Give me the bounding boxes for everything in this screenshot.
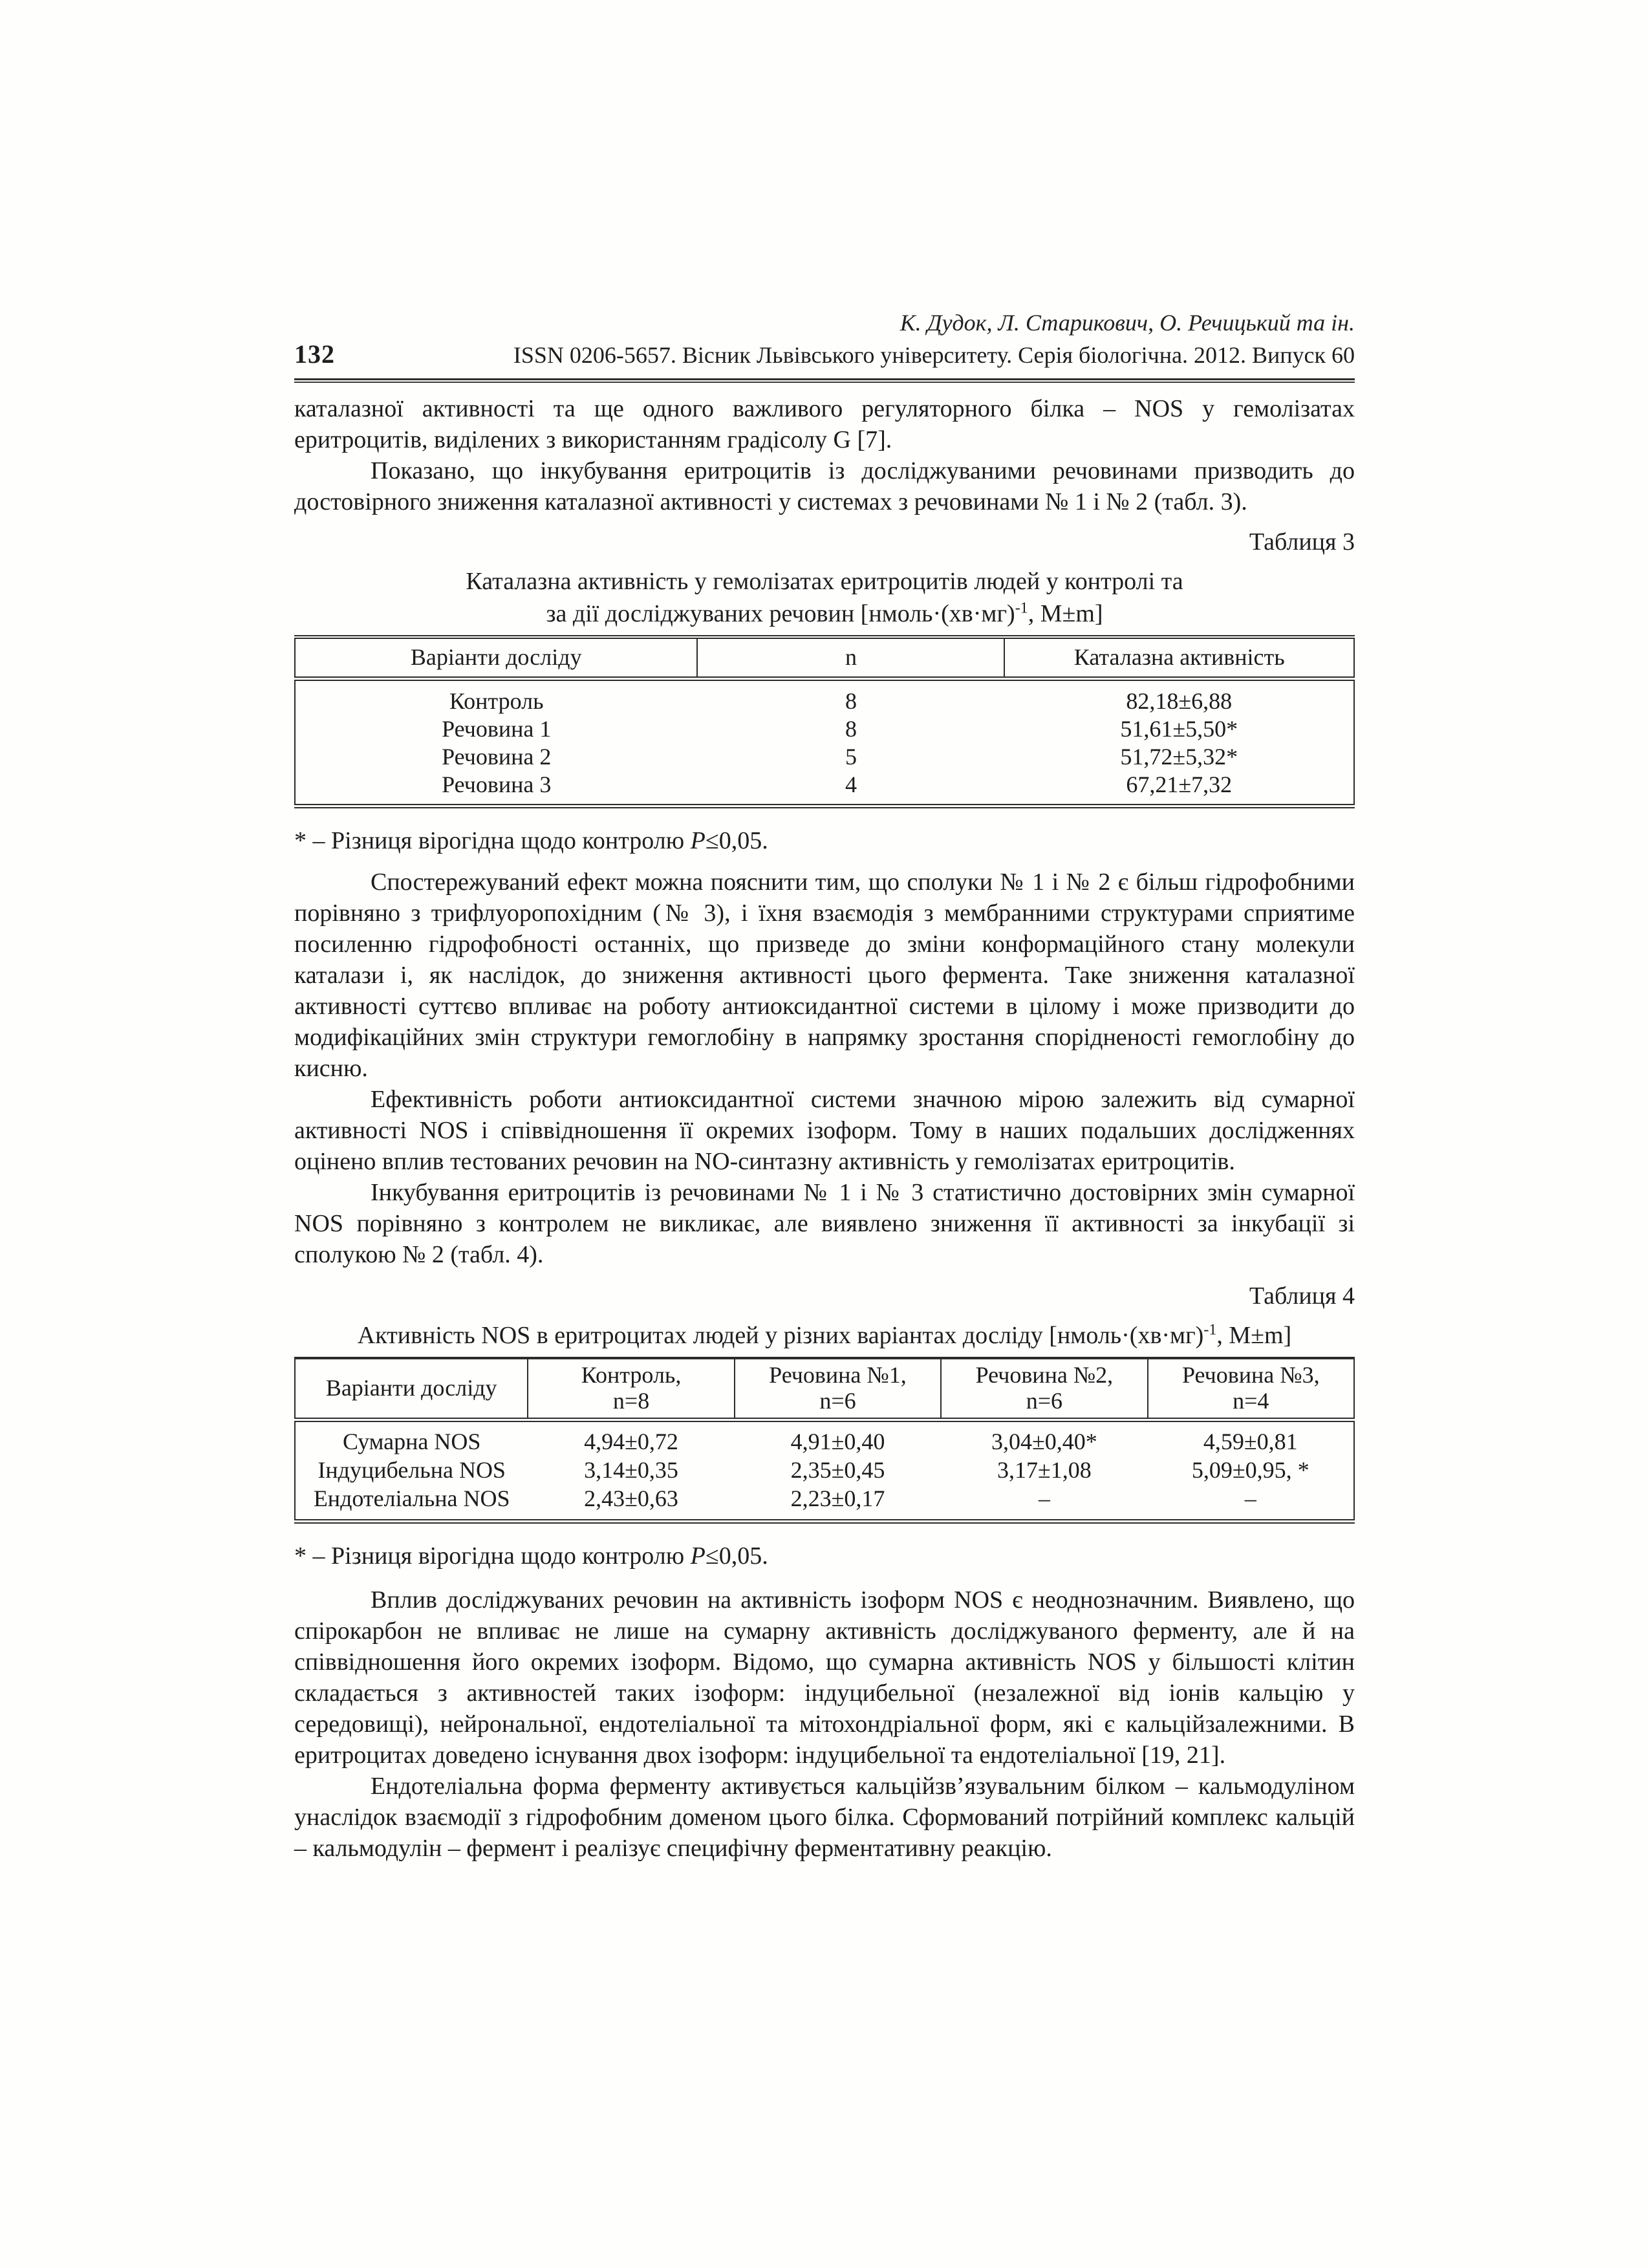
table4-header-line2: n=8: [612, 1388, 650, 1414]
table4-header-variant: Варіанти досліду: [295, 1358, 528, 1420]
table4-footnote: [294, 1540, 1355, 1571]
paragraph-endothelial-form: Ендотеліальна форма ферменту активується кальційзв’язувальним білком – кальмодуліном унаслідок взаємодії з гідрофобним доменом цього білка. Сформований потрійний комплекс кальцій – кальмодулін – фермент і реалізує специфічну ферментативну реакцію.: [294, 1773, 1355, 1862]
table3-caption: [294, 565, 1355, 630]
table3-caption-superscript: -1: [1015, 599, 1028, 617]
table3-cell: 67,21±7,32: [1126, 772, 1233, 797]
paragraph-effect-explanation: Спостережуваний ефект можна пояснити тим, що сполуки № 1 і № 2 є більш гідрофобними порівняно з трифлуоропохідним (№ 3), і їхня взаємодія з мембранними структурами сприятиме посиленню гідрофобності останніх, що призведе до зміни конформаційного стану молекули каталази і, як наслідок, до зниження активності цього фермента. Таке зниження каталазної активності суттєво впливає на роботу антиоксидантної системи в цілому і може призводити до модифікаційних змін структури гемоглобіну в напрямку зростання спорідненості гемоглобіну до кисню.: [294, 869, 1355, 1082]
table4-cell: 2,43±0,63: [584, 1485, 678, 1511]
table3-catalase-activity: [294, 635, 1355, 808]
table4-cell: 3,04±0,40*: [991, 1429, 1097, 1454]
table4-header-line1: Речовина №1,: [769, 1362, 907, 1388]
footnote-text: * – Різниця вірогідна щодо контролю: [294, 827, 691, 854]
table4-label: Таблиця 4: [1249, 1282, 1355, 1310]
running-head-line: [294, 340, 1355, 369]
table4-cell: –: [1244, 1485, 1256, 1511]
table3-cell: Контроль: [449, 688, 544, 714]
table4-cell: Сумарна NOS: [342, 1429, 481, 1454]
table3-header-variant: Варіанти досліду: [295, 637, 697, 679]
table4-header-line1: Речовина №2,: [975, 1362, 1114, 1388]
table4-cell: Ендотеліальна NOS: [313, 1485, 510, 1511]
table3-caption-units: за дії досліджуваних речовин [нмоль·(хв·мг): [546, 600, 1015, 627]
table-row: [295, 1420, 1354, 1456]
table3-cell: 51,61±5,50*: [1120, 716, 1238, 742]
running-head-authors: К. Дудок, Л. Старикович, О. Речицький та ін.: [900, 310, 1355, 336]
table3-header-n: n: [697, 637, 1004, 679]
footnote-p-symbol: P: [690, 827, 706, 854]
footnote-threshold: ≤0,05.: [705, 1542, 768, 1570]
footnote-text: * – Різниця вірогідна щодо контролю: [294, 1542, 691, 1570]
table-row: [295, 743, 1354, 771]
table3-caption-line2: [294, 598, 1355, 630]
table-row: [295, 771, 1354, 806]
table4-cell: Індуцибельна NOS: [318, 1457, 506, 1483]
table3-cell: 4: [845, 772, 857, 797]
table4-cell: 2,35±0,45: [790, 1457, 885, 1483]
table-row: [295, 679, 1354, 716]
paragraph-nos-incubation: Інкубування еритроцитів із речовинами № 1 і № 3 статистично достовірних змін сумарної NOS порівняно з контролем не викликає, але виявлено зниження її активності за інкубації зі сполукою № 2 (табл. 4).: [294, 1179, 1355, 1268]
page-content: [294, 0, 1355, 1864]
page-number: 132: [294, 340, 335, 369]
table3-cell: Речовина 2: [442, 744, 552, 770]
table-row: [295, 1484, 1354, 1522]
table4-header-substance2: [941, 1358, 1147, 1420]
table4-header-substance1: [735, 1358, 941, 1420]
table4-caption-tail: , M±m]: [1216, 1322, 1292, 1349]
table4-cell: 4,59±0,81: [1203, 1429, 1298, 1454]
table3-caption-tail: , M±m]: [1028, 600, 1103, 627]
running-head-issn: ISSN 0206-5657. Вісник Львівського університету. Серія біологічна. 2012. Випуск 60: [513, 342, 1355, 368]
table4-caption: [294, 1319, 1355, 1352]
paragraph-incubation-result: Показано, що інкубування еритроцитів із досліджуваними речовинами призводить до достовірного зниження каталазної активності у системах з речовинами № 1 і № 2 (табл. 3).: [294, 457, 1355, 515]
table4-caption-text: Активність NOS в еритроцитах людей у різних варіантах досліду [нмоль·(хв·мг): [357, 1322, 1204, 1349]
table3-label: Таблиця 3: [1249, 528, 1355, 556]
table3-cell: 5: [845, 744, 857, 770]
table4-cell: 2,23±0,17: [790, 1485, 885, 1511]
paragraph-isoform-influence: Вплив досліджуваних речовин на активність ізоформ NOS є неоднозначним. Виявлено, що спірокарбон не впливає не лише на сумарну активність досліджуваного ферменту, але й на співвідношення його окремих ізоформ. Відомо, що сумарна активність NOS у більшості клітин складається з активностей таких ізоформ: індуцибельної (незалежної від іонів кальцію у середовищі), нейрональної, ендотеліальної та мітохондріальної форм, які є кальційзалежними. В еритроцитах доведено існування двох ізоформ: індуцибельної та ендотеліальної [19, 21].: [294, 1586, 1355, 1769]
table3-header-row: [295, 637, 1354, 679]
table4-cell: –: [1038, 1485, 1050, 1511]
table4-cell: 5,09±0,95, *: [1191, 1457, 1310, 1483]
table4-cell: 4,94±0,72: [584, 1429, 678, 1454]
table4-nos-activity: [294, 1357, 1355, 1524]
table3-footnote: [294, 825, 1355, 856]
table3-cell: Речовина 1: [442, 716, 552, 742]
table4-header-line2: n=6: [1026, 1388, 1063, 1414]
table3-cell: 8: [845, 716, 857, 742]
table4-cell: 3,14±0,35: [584, 1457, 678, 1483]
table4-cell: 4,91±0,40: [790, 1429, 885, 1454]
table4-header-line1: Речовина №3,: [1181, 1362, 1320, 1388]
footnote-threshold: ≤0,05.: [705, 827, 768, 854]
table4-header-control: [528, 1358, 734, 1420]
table3-caption-line1: Каталазна активність у гемолізатах еритроцитів людей у контролі та: [466, 568, 1183, 595]
table3-header-activity: Каталазна активність: [1004, 637, 1354, 679]
table3-cell: 51,72±5,32*: [1120, 744, 1238, 770]
table3-cell: 8: [845, 688, 857, 714]
table4-header-line2: n=4: [1233, 1388, 1269, 1414]
table4-header-line2: n=6: [819, 1388, 856, 1414]
table-row: [295, 1456, 1354, 1484]
paragraph-antioxidant-efficiency: Ефективність роботи антиоксидантної системи значною мірою залежить від сумарної активності NOS і співвідношення її окремих ізоформ. Тому в наших подальших дослідженнях оцінено вплив тестованих речовин на NO-синтазну активність у гемолізатах еритроцитів.: [294, 1086, 1355, 1175]
table4-cell: 3,17±1,08: [997, 1457, 1092, 1483]
paragraph-catalase-intro: каталазної активності та ще одного важливого регуляторного білка – NOS у гемолізатах еритроцитів, виділених з використанням градісолу G [7].: [294, 395, 1355, 453]
table-row: [295, 715, 1354, 743]
header-rule: [294, 378, 1355, 383]
table4-header-line1: Контроль,: [581, 1362, 682, 1388]
table4-header-substance3: [1148, 1358, 1354, 1420]
table4-caption-superscript: -1: [1203, 1321, 1217, 1339]
table3-cell: 82,18±6,88: [1126, 688, 1233, 714]
table3-cell: Речовина 3: [442, 772, 552, 797]
footnote-p-symbol: P: [690, 1542, 706, 1570]
table4-header-row: [295, 1358, 1354, 1420]
